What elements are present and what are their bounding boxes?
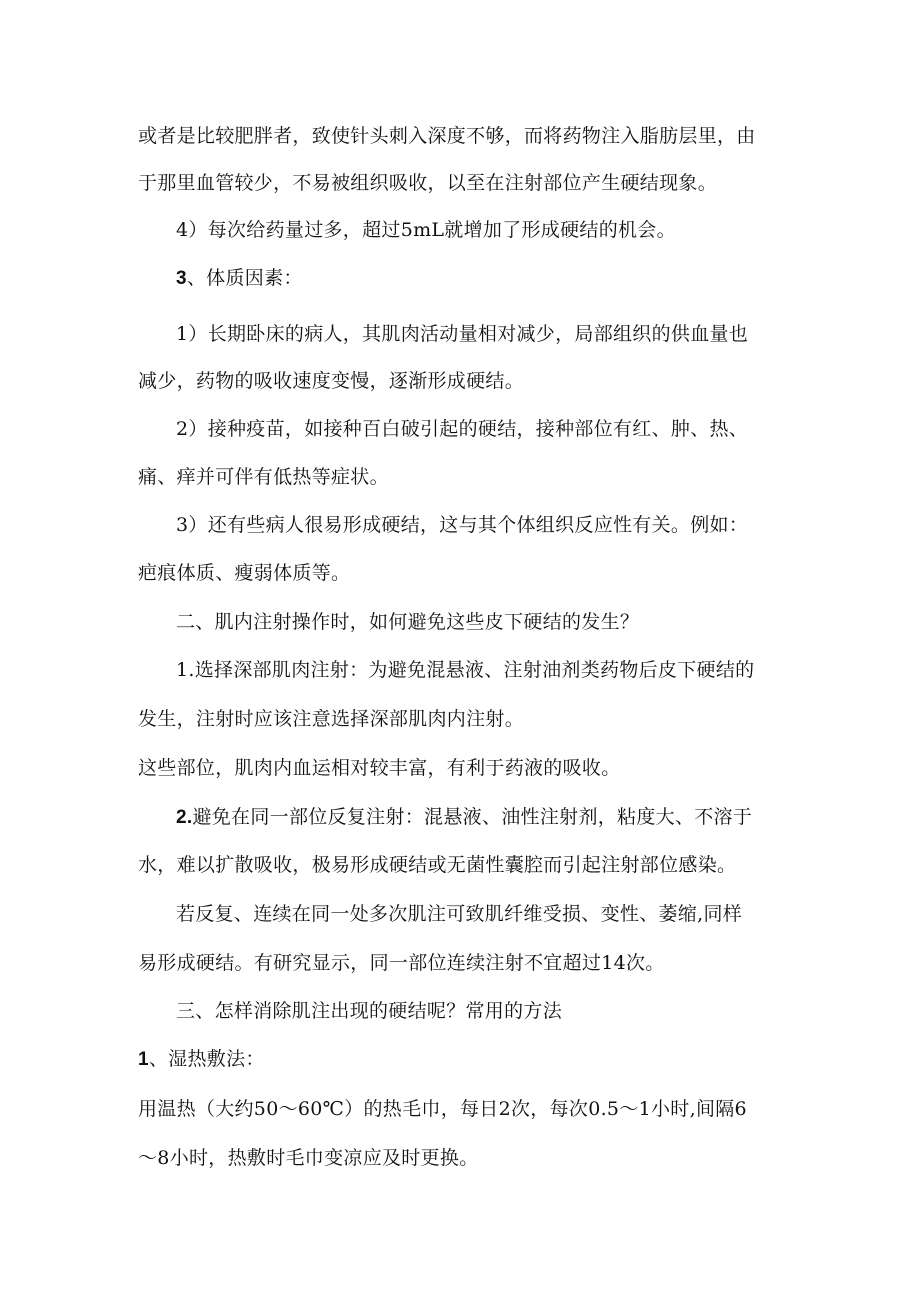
text-line-14: 这些部位，肌肉内血运相对较丰富，有利于药液的吸收。 xyxy=(138,757,621,779)
text-line-22: ～8小时，热敷时毛巾变凉应及时更换。 xyxy=(138,1147,479,1169)
text-line-18: 易形成硬结。有研究显示，同一部位连续注射不宜超过14次。 xyxy=(138,952,665,974)
section-heading-three: 三、怎样消除肌注出现的硬结呢？常用的方法 xyxy=(176,1000,563,1022)
text-line-16: 水，难以扩散吸收，极易形成硬结或无菌性囊腔而引起注射部位感染。 xyxy=(138,854,737,876)
section-heading-physique xyxy=(176,266,303,291)
section-number: 3 xyxy=(176,268,187,289)
text-line-12: 1.选择深部肌肉注射：为避免混悬液、注射油剂类药物后皮下硬结的 xyxy=(176,659,755,681)
text-line-7: 2）接种疫苗，如接种百白破引起的硬结，接种部位有红、肿、热、 xyxy=(176,418,749,440)
text-line-5: 1）长期卧床的病人，其肌肉活动量相对减少，局部组织的供血量也 xyxy=(176,323,749,345)
text-line-10: 疤痕体质、瘦弱体质等。 xyxy=(138,562,351,584)
subsection-title: 、湿热敷法： xyxy=(148,1048,265,1070)
text-line-17: 若反复、连续在同一处多次肌注可致肌纤维受损、变性、萎缩,同样 xyxy=(176,903,743,925)
text-line-8: 痛、痒并可伴有低热等症状。 xyxy=(138,466,389,488)
text-line-3: 4）每次给药量过多，超过5mL就增加了形成硬结的机会。 xyxy=(176,219,676,241)
text-line-21: 用温热（大约50～60℃）的热毛巾，每日2次，每次0.5～1小时,间隔6 xyxy=(138,1098,747,1120)
subsection-number: 2. xyxy=(176,807,193,828)
text-line-2: 于那里血管较少，不易被组织吸收，以至在注射部位产生硬结现象。 xyxy=(138,172,718,194)
text-line-6: 减少，药物的吸收速度变慢，逐渐形成硬结。 xyxy=(138,370,525,392)
text-line-1: 或者是比较肥胖者，致使针头刺入深度不够，而将药物注入脂肪层里，由 xyxy=(138,125,756,147)
subsection-number: 1 xyxy=(138,1049,149,1070)
subsection-wet-heat xyxy=(138,1047,265,1072)
subsection-avoid-same-site xyxy=(176,805,752,830)
text-line-13: 发生，注射时应该注意选择深部肌肉内注射。 xyxy=(138,708,525,730)
section-title: 、体质因素： xyxy=(186,267,303,289)
subsection-text: 避免在同一部位反复注射：混悬液、油性注射剂，粘度大、不溶于 xyxy=(192,806,753,828)
section-heading-two: 二、肌内注射操作时，如何避免这些皮下硬结的发生？ xyxy=(176,611,640,633)
text-line-9: 3）还有些病人很易形成硬结，这与其个体组织反应性有关。例如： xyxy=(176,514,749,536)
